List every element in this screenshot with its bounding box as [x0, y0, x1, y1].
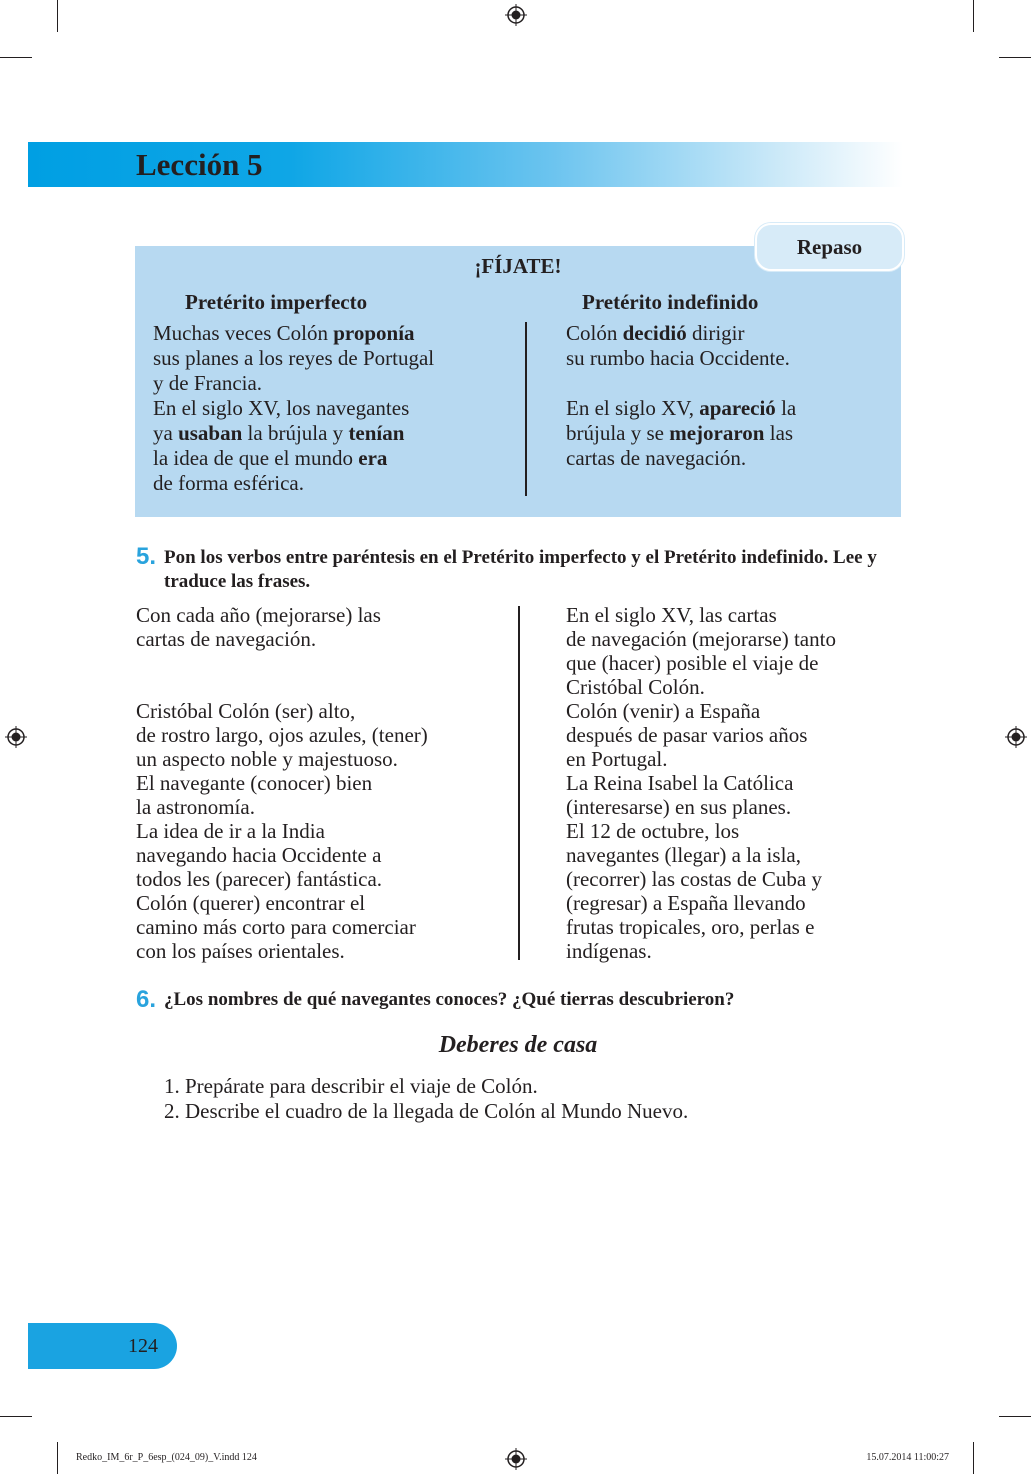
example-text-segment: su rumbo hacia Occidente.: [566, 346, 790, 370]
registration-mark-icon: [505, 1448, 527, 1470]
example-text-segment: las: [764, 421, 794, 445]
crop-mark: [973, 1442, 974, 1474]
registration-mark-icon: [5, 726, 27, 748]
example-text-segment: Colón: [566, 321, 623, 345]
crop-mark: [0, 1416, 32, 1417]
highlighted-verb: apareció: [699, 396, 776, 420]
registration-mark-icon: [1005, 726, 1027, 748]
homework-title: Deberes de casa: [438, 1032, 598, 1058]
crop-mark: [999, 1416, 1031, 1417]
example-text-segment: de forma esférica.: [153, 471, 304, 495]
example-text-segment: ya: [153, 421, 179, 445]
review-divider: [525, 322, 527, 496]
example-text-segment: En el siglo XV, los navegantes: [153, 396, 410, 420]
print-slug-file: Redko_IM_6r_P_6esp_(024_09)_V.indd 124: [76, 1452, 257, 1463]
highlighted-verb: era: [358, 446, 388, 470]
example-text-segment: brújula y se: [566, 421, 670, 445]
review-notice: ¡FÍJATE!: [474, 254, 562, 278]
example-text-segment: Muchas veces Colón: [153, 321, 334, 345]
exercise-6-number: 6.: [136, 986, 157, 1013]
example-line: [153, 396, 434, 421]
example-text-segment: En el siglo XV,: [566, 396, 700, 420]
exercise-5-right-column: [566, 603, 906, 963]
example-text-segment: la: [775, 396, 797, 420]
example-text-segment: la idea de que el mundo: [153, 446, 359, 470]
preterite-heading: Pretérito indefinido: [582, 290, 759, 314]
exercise-5-left-paragraph: Con cada año (mejorarse) las cartas de navegación.: [136, 603, 381, 651]
exercise-5-left-paragraph: Cristóbal Colón (ser) alto, de rostro largo, ojos azules, (tener) un aspecto noble y majestuoso. El navegante (conocer) bien la astronomía. La idea de ir a la India navegando hacia Occidente a todos les (parecer) fantástica. Colón (querer) encontrar el camino más corto para comerciar con los países orientales.: [136, 699, 428, 963]
crop-mark: [999, 57, 1031, 58]
homework-item: 1. Prepárate para describir el viaje de Colón.: [164, 1074, 538, 1098]
homework-list: [164, 1074, 688, 1124]
crop-mark: [57, 1442, 58, 1474]
repaso-tab: Repaso: [755, 223, 904, 271]
crop-mark: [973, 0, 974, 32]
highlighted-verb: decidió: [622, 321, 687, 345]
example-line: [153, 346, 434, 371]
example-line: [153, 321, 434, 346]
example-text-segment: sus planes a los reyes de Portugal: [153, 346, 435, 370]
example-line: [153, 471, 434, 496]
registration-mark-icon: [505, 4, 527, 26]
homework-item: 2. Describe el cuadro de la llegada de Colón al Mundo Nuevo.: [164, 1099, 689, 1123]
exercise-5-instruction: Pon los verbos entre paréntesis en el Pretérito imperfecto y el Pretérito indefinido. Lee y traduce las frases.: [164, 547, 877, 592]
imperfect-heading: Pretérito imperfecto: [185, 290, 368, 314]
example-text-segment: dirigir: [686, 321, 745, 345]
print-slug-date: 15.07.2014 11:00:27: [866, 1452, 949, 1463]
example-line: [566, 346, 796, 371]
example-line: [566, 371, 796, 396]
example-line: [153, 446, 434, 471]
exercise-5-left-column: [136, 603, 506, 963]
exercise-5-right-paragraph: En el siglo XV, las cartas de navegación (mejorarse) tanto que (hacer) posible el viaje de Cristóbal Colón. Colón (venir) a España después de pasar varios años en Portugal. La Reina Isabel la Católica (interesarse) en sus planes. El 12 de octubre, los navegantes (llegar) a la isla, (recorrer) las costas de Cuba y (regresar) a España llevando frutas tropicales, oro, perlas e indígenas.: [566, 603, 836, 963]
example-line: [153, 371, 434, 396]
example-line: [566, 321, 796, 346]
exercise-5-divider: [518, 606, 520, 960]
crop-mark: [57, 0, 58, 32]
highlighted-verb: mejoraron: [669, 421, 765, 445]
example-text-segment: la brújula y: [242, 421, 349, 445]
example-text-segment: cartas de navegación.: [566, 446, 747, 470]
page-number: 124: [128, 1335, 158, 1357]
preterite-examples: [566, 321, 796, 471]
highlighted-verb: tenían: [348, 421, 405, 445]
imperfect-examples: [153, 321, 434, 496]
exercise-6-instruction: ¿Los nombres de qué navegantes conoces? ¿Qué tierras descubrieron?: [164, 989, 735, 1010]
example-line: [566, 421, 796, 446]
highlighted-verb: usaban: [178, 421, 243, 445]
exercise-5-number: 5.: [136, 543, 157, 570]
example-line: [566, 396, 796, 421]
example-line: [566, 446, 796, 471]
crop-mark: [0, 57, 32, 58]
example-text-segment: y de Francia.: [153, 371, 263, 395]
highlighted-verb: proponía: [333, 321, 415, 345]
lesson-title: Lección 5: [136, 147, 263, 182]
example-line: [153, 421, 434, 446]
